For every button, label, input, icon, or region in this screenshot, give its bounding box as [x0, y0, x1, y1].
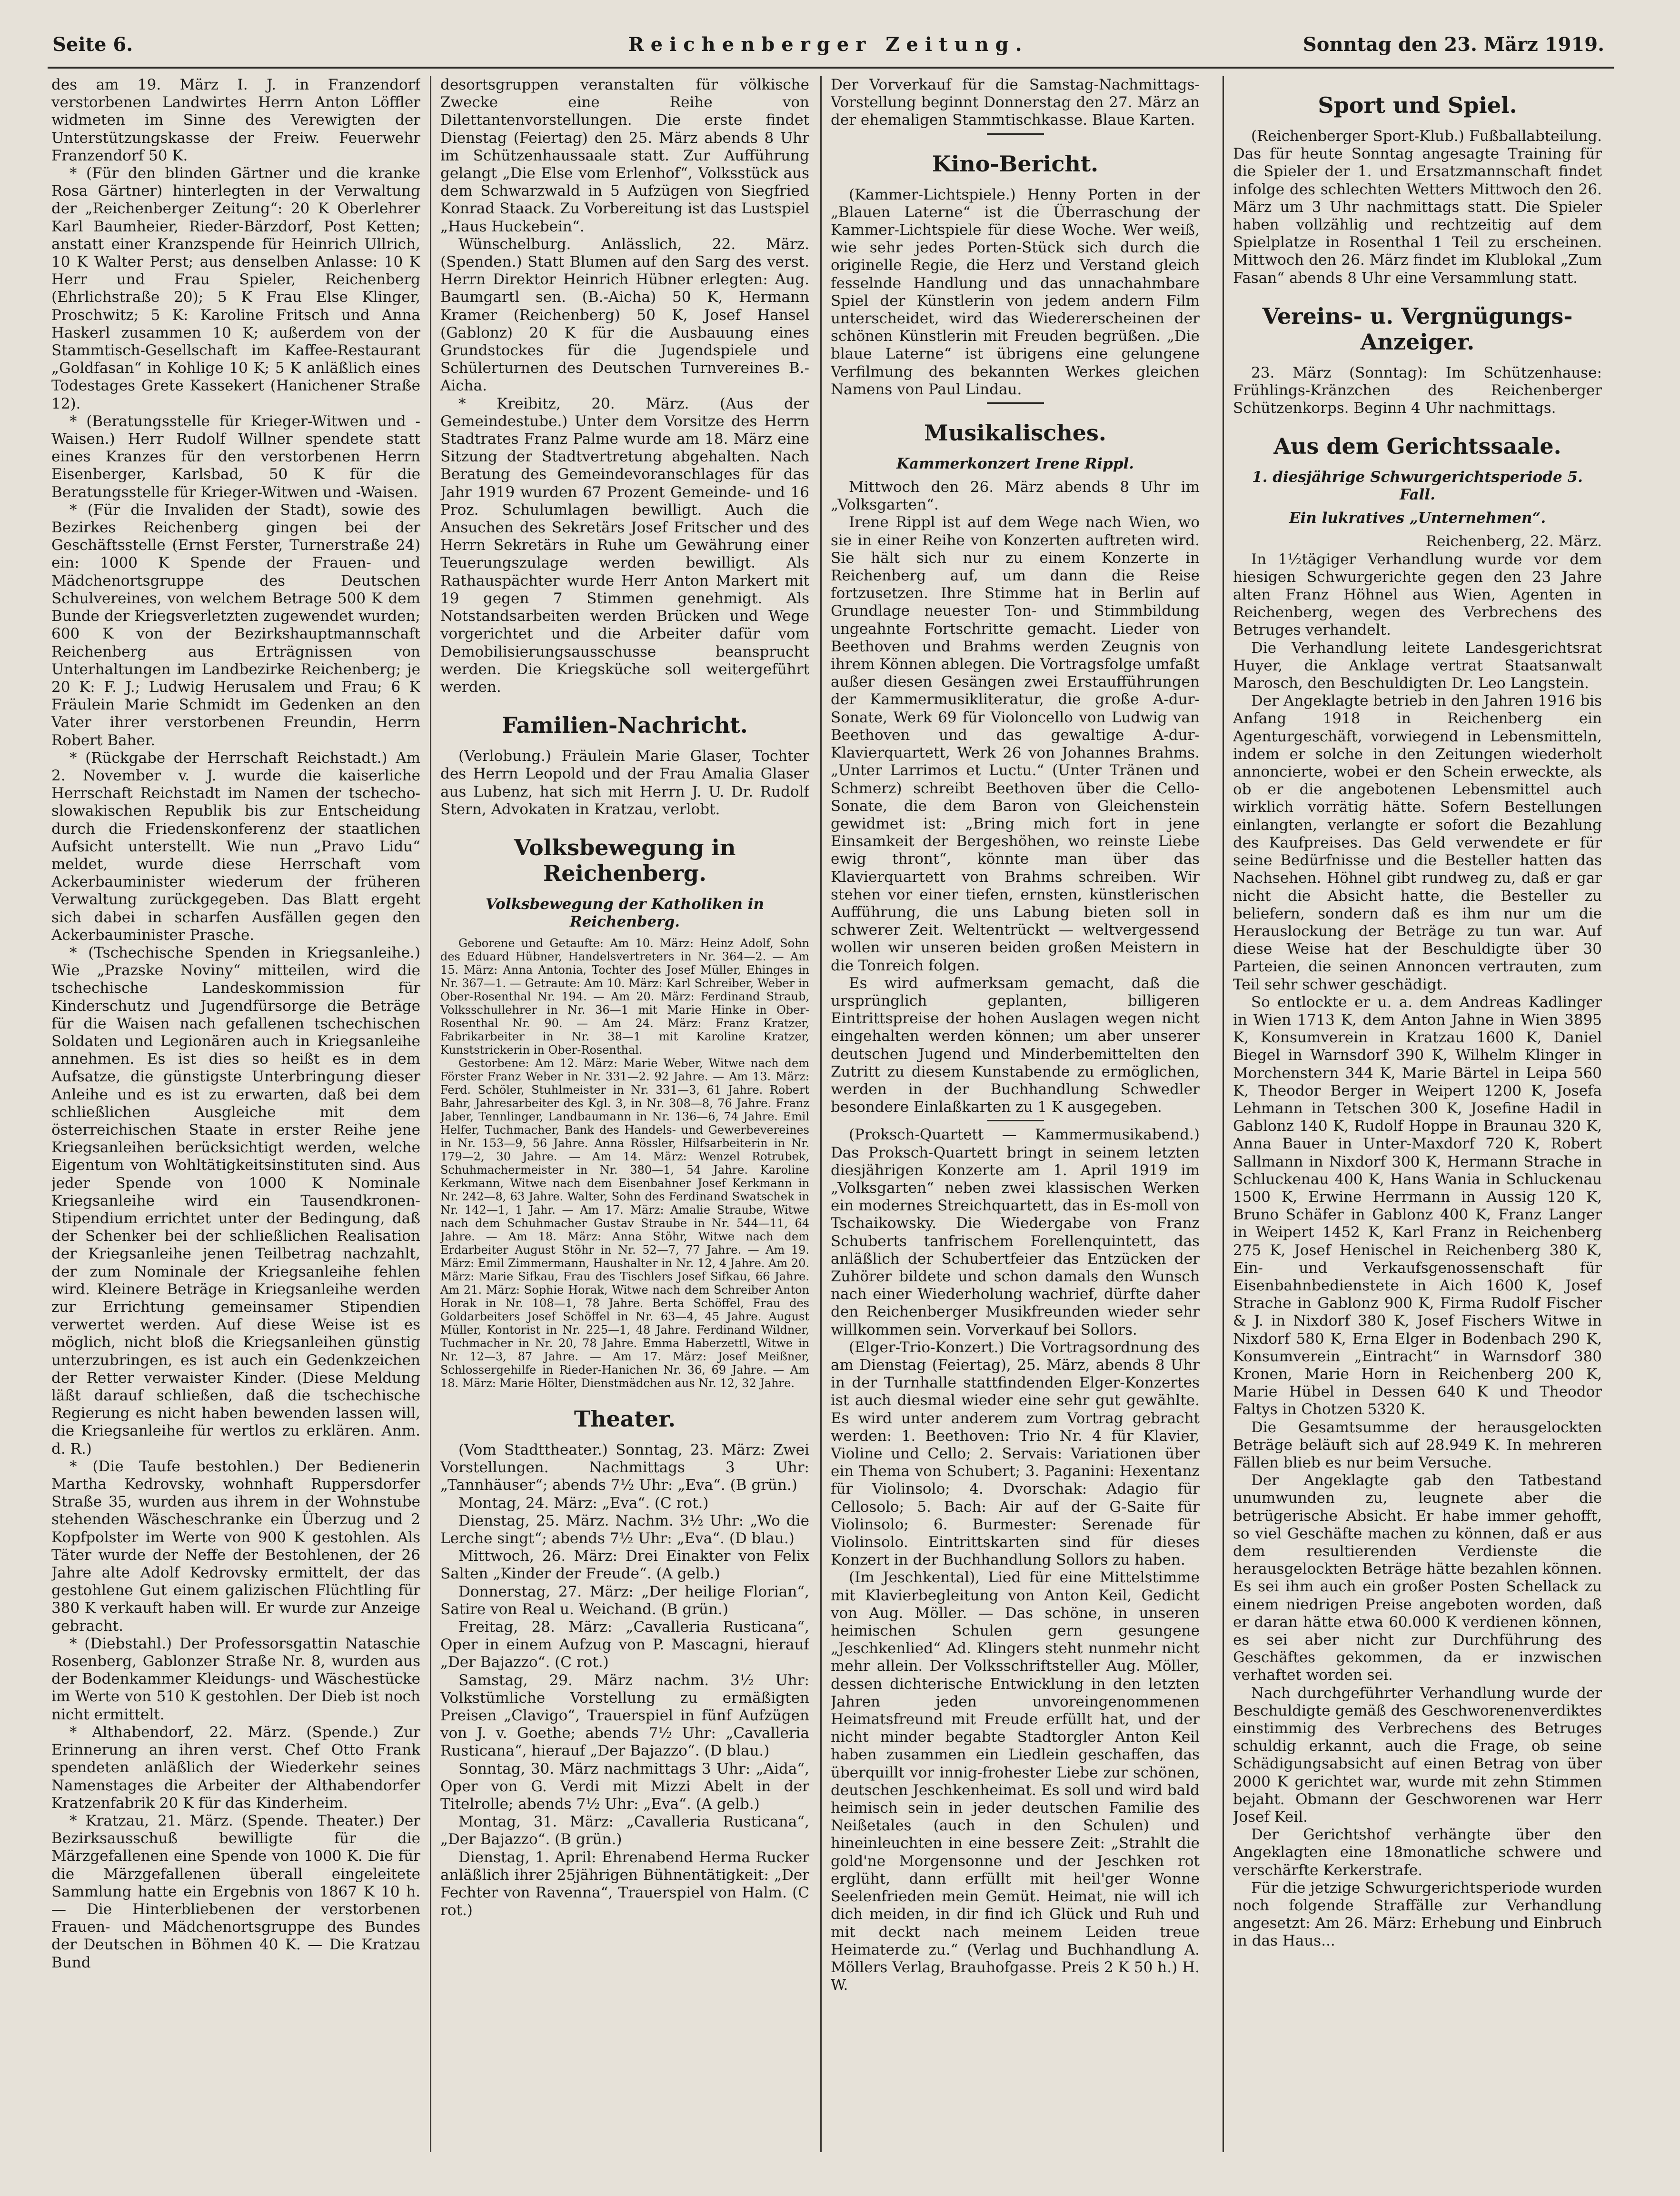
- theater-entry: Donnerstag, 27. März: „Der heilige Florian“, Satire von Real u. Weichand. (B grün.): [440, 1583, 809, 1618]
- section-heading-kino: Kino-Bericht.: [932, 150, 1099, 177]
- section-heading-gericht: Aus dem Gerichtssaale.: [1273, 433, 1561, 459]
- separator-rule: [987, 133, 1044, 135]
- section-heading-vereine: Vereins- u. Vergnügungs-Anzeiger.: [1262, 303, 1573, 355]
- column-divider: [1223, 76, 1224, 2152]
- article-paragraph: * (Tschechische Spenden in Kriegsanleihe.) Wie „Prazske Noviny“ mitteilen, wird die tschechische Landeskommission für Kinderschutz und Jugendfürsorge die Beträge für die Waisen nach gefallenen tschechischen Soldaten und Legionären auch in Kriegsanleihe annehmen. Es ist dies so heißt es in dem Aufsatze, die günstigste Unterbringung dieser Anleihe und es ist zu erwarten, daß bei dem schließlichen Ausgleiche mit dem österreichischen Staate in erster Reihe jene Kriegsanleihen berücksichtigt werden, welche Eigentum von Wohltätigkeitsinstituten sind. Aus jeder Spende von 1000 K Nominale Kriegsanleihe wird ein Tausendkronen-Stipendium errichtet unter der Bedingung, daß der Schenker bei der schließlichen Realisation der Kriegsanleihe jenen Teilbetrag nachzahlt, der zum Nominale der Kriegsanleihe fehlen wird. Kleinere Beträge in Kriegsanleihe werden zur Errichtung gemeinsamer Stipendien verwertet werden. Auf diese Weise ist es möglich, nicht bloß die Kriegsanleihen günstig unterzubringen, es ist auch ein Gedenkzeichen der Retter verwaister Kinder. (Diese Meldung läßt darauf schließen, daß die tschechische Regierung es nicht haben bewenden lassen will, die Kriegsanleihe für wertlos zu erklären. Anm. d. R.): [51, 944, 420, 1457]
- theater-entry: Dienstag, 1. April: Ehrenabend Herma Rucker anläßlich ihrer 25jährigen Bühnentätigkeit: „Der Fechter von Ravenna“, Trauerspiel von Halm. (C rot.): [440, 1848, 809, 1919]
- article-paragraph: So entlockte er u. a. dem Andreas Kadlinger in Wien 1713 K, dem Anton Jahne in Wien 3895 K, Konsumverein in Kratzau 1600 K, Daniel Biegel in Warnsdorf 390 K, Wilhelm Klinger in Morchenstern 344 K, Marie Bärtel in Leipa 560 K, Theodor Berger in Weipert 1200 K, Josefa Lehmann in Tetschen 300 K, Josefine Hadil in Gablonz 140 K, Rudolf Hoppe in Braunau 320 K, Anna Bauer in Unter-Maxdorf 720 K, Robert Sallmann in Nixdorf 300 K, Hermann Strache in Schluckenau 400 K, Hans Wania in Schluckenau 1500 K, Erwine Herrmann in Aussig 120 K, Bruno Schäfer in Gablonz 400 K, Franz Langer in Weipert 1452 K, Karl Franz in Reichenberg 275 K, Josef Henischel in Reichenberg 380 K, Ein- und Verkaufsgenossenschaft für Eisenbahnbedienstete in Aich 1600 K, Josef Strache in Gablonz 900 K, Firma Rudolf Fischer & J. in Nixdorf 380 K, Josef Fischers Witwe in Nixdorf 580 K, Erna Elger in Bodenbach 290 K, Konsumverein „Eintracht“ in Warnsdorf 380 Kronen, Marie Horn in Reichenberg 200 K, Marie Hübel in Dessen 640 K und Theodor Faltys in Chotzen 5320 K.: [1233, 993, 1602, 1418]
- article-paragraph: (Elger-Trio-Konzert.) Die Vortragsordnung des am Dienstag (Feiertag), 25. März, abends 8 Uhr in der Turnhalle stattfindenden Elger-Konzertes ist auch diesmal wieder eine sehr gut gewählte. Es wird unter anderem zum Vortrag gebracht werden: 1. Beethoven: Trio Nr. 4 für Klavier, Violine und Cello; 2. Servais: Variationen über ein Thema von Schubert; 3. Paganini: Hexentanz für Violinsolo; 4. Dvorschak: Adagio für Cellosolo; 5. Bach: Air auf der G-Saite für Violinsolo; 6. Burmester: Serenade für Violinsolo. Eintrittskarten sind für dieses Konzert in der Buchhandlung Sollors zu haben.: [831, 1338, 1200, 1569]
- page-number: Seite 6.: [52, 33, 133, 56]
- masthead: Reichenberger Zeitung.: [628, 33, 1029, 56]
- article-paragraph: Irene Rippl ist auf dem Wege nach Wien, wo sie in einer Reihe von Konzerten auftreten wird. Sie hält sich nur zu einem Konzerte in Reichenberg auf, um dann die Reise fortzusetzen. Ihre Stimme hat in Berlin auf Grundlage neuester Ton- und Stimmbildung ungeahnte Fortschritte gemacht. Lieder von Beethoven und Brahms werden Zeugnis von ihrem Können ablegen. Die Vortragsfolge umfaßt außer diesen Gesängen zwei Erstaufführungen der Kammermusikliteratur, die große A-dur-Sonate, Werk 69 für Violoncello von Ludwig van Beethoven und das gewaltige A-dur-Klavierquartett, Werk 26 von Johannes Brahms. „Unter Larrimos et Luctu.“ (Unter Tränen und Schmerz) schreibt Beethoven über die Cello-Sonate, die dem Baron von Gleichenstein gewidmet ist: „Bring mich fort in jene Einsamkeit der Bergeshöhen, wo reinste Liebe ewig thront“, könnte man über das Klavierquartett von Brahms schreiben. Wir stehen vor einer tiefen, ernsten, künstlerischen Aufführung, die uns Labung bieten soll in schwerer Zeit. Weltentrückt — weltvergessend wollen wir unseren beiden großen Meistern in die Tonreich folgen.: [831, 514, 1200, 974]
- article-paragraph: Nach durchgeführter Verhandlung wurde der Beschuldigte gemäß des Geschworenenverdiktes einstimmig des Verbrechens des Betruges schuldig erkannt, auch die Frage, ob seine Schädigungsabsicht auf einen Betrag von über 2000 K gerichtet war, wurde mit zehn Stimmen bejaht. Obmann der Geschworenen war Herr Josef Keil.: [1233, 1684, 1602, 1826]
- section-heading-theater: Theater.: [574, 1406, 676, 1432]
- theater-entry: Mittwoch, 26. März: Drei Einakter von Felix Salten „Kinder der Freude“. (A gelb.): [440, 1547, 809, 1583]
- article-paragraph: (Verlobung.) Fräulein Marie Glaser, Tochter des Herrn Leopold und der Frau Amalia Glaser aus Lubenz, hat sich mit Herrn J. U. Dr. Rudolf Stern, Advokaten in Kratzau, verlobt.: [440, 748, 809, 818]
- article-paragraph: Mittwoch den 26. März abends 8 Uhr im „Volksgarten“.: [831, 479, 1200, 514]
- article-paragraph: Der Angeklagte gab den Tatbestand unumwunden zu, leugnete aber die betrügerische Absicht. Er habe immer gehofft, so viel Geschäfte machen zu können, daß er aus dem resultierenden Verdienste die herausgelockten Beträge hätte bezahlen können. Es sei ihm auch ein großer Posten Schellack zu einem niedrigen Preise angeboten worden, daß er daran hätte etwa 60.000 K verdienen können, es sei aber nicht zur Durchführung des Geschäftes gekommen, da er inzwischen verhaftet worden sei.: [1233, 1472, 1602, 1684]
- article-paragraph: * (Beratungsstelle für Krieger-Witwen und -Waisen.) Herr Rudolf Willner spendete statt eines Kranzes für den verstorbenen Herrn Eisenberger, Karlsbad, 50 K für die Beratungsstelle für Krieger-Witwen und -Waisen.: [51, 412, 420, 501]
- article-paragraph: (Im Jeschkental), Lied für eine Mittelstimme mit Klavierbegleitung von Anton Keil, Gedicht von Aug. Möller. — Das schöne, in unseren heimischen Schulen gern gesungene „Jeschkenlied“ Ad. Klingers steht nunmehr nicht mehr allein. Der Volksschriftsteller Aug. Möller, dessen dichterische Entwicklung in den letzten Jahren jeden unvoreingenommenen Heimatsfreund mit Freude erfüllt hat, und der nicht minder begabte Stadtorgler Anton Keil haben zusammen ein Liedlein geschaffen, das überquillt vor innig-frohester Liebe zur schönen, deutschen Jeschkenheimat. Es soll und wird bald heimisch sein in jeder deutschen Familie des Neißetales (auch in den Schulen) und hineinleuchten in eine bessere Zeit: „Strahlt die gold'ne Morgensonne und der Jeschken rot erglüht, dann erfüllt mit heil'ger Wonne Seelenfrieden mein Gemüt. Heimat, nie will ich dich meiden, in dir find ich Glück und Ruh und mit deckt nach meinem Leiden treue Heimaterde zu.“ (Verlag und Buchhandlung A. Möllers Verlag, Brauhofgasse. Preis 2 K 50 h.) H. W.: [831, 1569, 1200, 1994]
- article-paragraph: Der Vorverkauf für die Samstag-Nachmittags-Vorstellung beginnt Donnerstag den 27. März an der ehemaligen Stammtischkasse. Blaue Karten.: [831, 76, 1200, 129]
- article-paragraph: Die Verhandlung leitete Landesgerichtsrat Huyer, die Anklage vertrat Staatsanwalt Marosch, den Beschuldigten Dr. Leo Langstein.: [1233, 639, 1602, 692]
- article-paragraph: * (Rückgabe der Herrschaft Reichstadt.) Am 2. November v. J. wurde die kaiserliche Herrschaft Reichstadt im Namen der tschecho-slowakischen Republik bis zur Entscheidung durch die Friedenskonferenz der staatlichen Aufsicht unterstellt. Wie nun „Pravo Lidu“ meldet, wurde diese Herrschaft vom Ackerbauminister wiederum der früheren Verwaltung zurückgegeben. Das Blatt ergeht sich dabei in scharfen Ausfällen gegen den Ackerbauminister Prasche.: [51, 749, 420, 944]
- section-subheading: Volksbewegung der Katholiken in Reichenberg.: [485, 895, 765, 930]
- article-paragraph: 23. März (Sonntag): Im Schützenhause: Frühlings-Kränzchen des Reichenberger Schützenkorps. Beginn 4 Uhr nachmittags.: [1233, 364, 1602, 417]
- article-paragraph: Für die jetzige Schwurgerichtsperiode wurden noch folgende Straffälle zur Verhandlung angesetzt: Am 26. März: Erhebung und Einbruch in das Haus...: [1233, 1879, 1602, 1950]
- register-paragraph: Gestorbene: Am 12. März: Marie Weber, Witwe nach dem Förster Franz Weber in Nr. 331—2. 92 Jahre. — Am 13. März: Ferd. Schöler, Stuhlmeister in Nr. 331—3, 61 Jahre. Robert Bahr, Jahresarbeiter des Kgl. 3, in Nr. 308—8, 76 Jahre. Franz Jaber, Tennlinger, Landbaumann in Nr. 136—6, 74 Jahre. Emil Helfer, Tuchmacher, Bank des Handels- und Gewerbevereines in Nr. 153—9, 56 Jahre. Anna Rössler, Hilfsarbeiterin in Nr. 179—2, 30 Jahre. — Am 14. März: Wenzel Rotrubek, Schuhmachermeister in Nr. 380—1, 54 Jahre. Karoline Kerkmann, Witwe nach dem Eisenbahner Josef Kerkmann in Nr. 242—8, 63 Jahre. Walter, Sohn des Ferdinand Swatschek in Nr. 142—1, 1 Jahr. — Am 17. März: Amalie Straube, Witwe nach dem Schuhmacher Gustav Straube in Nr. 544—11, 64 Jahre. — Am 18. März: Anna Stöhr, Witwe nach dem Erdarbeiter August Stöhr in Nr. 52—7, 77 Jahre. — Am 19. März: Emil Zimmermann, Haushalter in Nr. 12, 4 Jahre. Am 20. März: Marie Sifkau, Frau des Tischlers Josef Sifkau, 66 Jahre. Am 21. März: Sophie Horak, Witwe nach dem Schreiber Anton Horak in Nr. 108—1, 78 Jahre. Berta Schöffel, Frau des Goldarbeiters Josef Schöffel in Nr. 63—4, 45 Jahre. August Müller, Kontorist in Nr. 225—1, 48 Jahre. Ferdinand Wildner, Tuchmacher in Nr. 20, 78 Jahre. Emma Haberzettl, Witwe in Nr. 12—3, 87 Jahre. — Am 17. März: Josef Meißner, Schlossergehilfe in Rieder-Hanichen Nr. 36, 69 Jahre. — Am 18. März: Marie Hölter, Dienstmädchen aus Nr. 12, 32 Jahre.: [440, 1056, 809, 1390]
- column-4: [1233, 76, 1602, 2152]
- article-paragraph: (Proksch-Quartett — Kammermusikabend.) Das Proksch-Quartett bringt in seinem letzten diesjährigen Konzerte am 1. April 1919 im „Volksgarten“ neben zwei klassischen Werken ein modernes Streichquartett, das in Es-moll von Tschaikowsky. Die Wiedergabe von Franz Schuberts tanfrischem Forellenquintett, das anläßlich der Schubertfeier das Entzücken der Zuhörer bildete und schon damals den Wunsch nach einer Wiederholung wachrief, dürfte daher den Reichenberger Musikfreunden wieder sehr willkommen sein. Vorverkauf bei Sollors.: [831, 1126, 1200, 1338]
- article-paragraph: * Kreibitz, 20. März. (Aus der Gemeindestube.) Unter dem Vorsitze des Herrn Stadtrates Franz Palme wurde am 18. März eine Sitzung der Stadtvertretung abgehalten. Nach Beratung des Gemeindevoranschlages für das Jahr 1919 wurden 67 Prozent Gemeinde- und 16 Proz. Schulumlagen bewilligt. Auch die Ansuchen des Sekretärs Josef Fritscher und des Herrn Sekretärs in Ruhe um Gewährung einer Teuerungszulage werden bewilligt. Als Rathauspächter wurde Herr Anton Markert mit 19 gegen 7 Stimmen genehmigt. Als Notstandsarbeiten werden Brücken und Wege vorgerichtet und die Arbeiter dafür vom Demobilisierungsausschusse beansprucht werden. Die Kriegsküche soll weitergeführt werden.: [440, 395, 809, 696]
- theater-entry: Freitag, 28. März: „Cavalleria Rusticana“, Oper in einem Aufzug von P. Mascagni, hierauf „Der Bajazzo“. (C rot.): [440, 1618, 809, 1671]
- section-subheading: Kammerkonzert Irene Rippl.: [896, 455, 1134, 473]
- header-rule: [48, 67, 1614, 69]
- theater-entry: (Vom Stadttheater.) Sonntag, 23. März: Zwei Vorstellungen. Nachmittags 3 Uhr: „Tannhäuser“; abends 7½ Uhr: „Eva“. (B grün.): [440, 1441, 809, 1494]
- article-paragraph: * (Diebstahl.) Der Professorsgattin Nataschie Rosenberg, Gablonzer Straße Nr. 8, wurden aus der Bodenkammer Kleidungs- und Wäschestücke im Werte von 510 K gestohlen. Der Dieb ist noch nicht ermittelt.: [51, 1635, 420, 1723]
- section-heading-sport: Sport und Spiel.: [1318, 92, 1517, 118]
- article-paragraph: Die Gesamtsumme der herausgelockten Beträge beläuft sich auf 28.949 K. In mehreren Fällen blieb es nur beim Versuche.: [1233, 1418, 1602, 1471]
- article-paragraph: In 1½tägiger Verhandlung wurde vor dem hiesigen Schwurgerichte gegen den 23 Jahre alten Franz Höhnel aus Wien, Agenten in Reichenberg, wegen des Verbrechens des Betruges verhandelt.: [1233, 550, 1602, 639]
- article-paragraph: * (Für den blinden Gärtner und die kranke Rosa Gärtner) hinterlegten in der Verwaltung der „Reichenberger Zeitung“: 20 K Oberlehrer Karl Baumheier, Rieder-Bärzdorf, Post Ketten; anstatt einer Kranzspende für Heinrich Ullrich, 10 K Walter Perst; aus denselben Anlasse: 10 K Herr und Frau Spieler, Reichenberg (Ehrlichstraße 20); 5 K Frau Else Klinger, Proschwitz; 5 K: Karoline Fritsch und Anna Haskerl zusammen 10 K; außerdem von der Stammtisch-Gesellschaft im Kaffee-Restaurant „Goldfasan“ in Kohlige 10 K; 5 K anläßlich eines Todestages Grete Kassekert (Hanichener Straße 12).: [51, 165, 420, 412]
- page-header: [52, 33, 1604, 62]
- article-paragraph: Der Gerichtshof verhängte über den Angeklagten eine 18monatliche schwere und verschärfte Kerkerstrafe.: [1233, 1826, 1602, 1879]
- column-3: [831, 76, 1200, 2152]
- register-paragraph: Geborene und Getaufte: Am 10. März: Heinz Adolf, Sohn des Eduard Hübner, Handelsvertreters in Nr. 364—2. — Am 15. März: Anna Antonia, Tochter des Josef Müller, Ehinges in Nr. 367—1. — Getraute: Am 10. März: Karl Schreiber, Weber in Ober-Rosenthal Nr. 194. — Am 20. März: Ferdinand Straub, Volksschullehrer in Nr. 36—1 mit Marie Hinke in Ober-Rosenthal Nr. 90. — Am 24. März: Franz Kratzer, Fabrikarbeiter in Nr. 38—1 mit Karoline Kratzer, Kunststrickerin in Ober-Rosenthal.: [440, 936, 809, 1057]
- theater-entry: Sonntag, 30. März nachmittags 3 Uhr: „Aida“, Oper von G. Verdi mit Mizzi Abelt in der Titelrolle; abends 7½ Uhr: „Eva“. (A gelb.): [440, 1760, 809, 1813]
- column-1: [51, 76, 420, 2152]
- theater-entry: Montag, 24. März: „Eva“. (C rot.): [458, 1494, 709, 1512]
- section-subheading: 1. diesjährige Schwurgerichtsperiode 5. Fall.: [1252, 469, 1583, 504]
- issue-date: Sonntag den 23. März 1919.: [1302, 33, 1604, 56]
- column-divider: [430, 76, 431, 2152]
- dateline: Reichenberg, 22. März.: [1425, 533, 1602, 550]
- separator-rule: [987, 402, 1044, 404]
- section-heading-familien: Familien-Nachricht.: [502, 712, 748, 739]
- column-divider: [820, 76, 822, 2152]
- section-subheading: Ein lukratives „Unternehmen“.: [1289, 509, 1546, 527]
- column-2: [440, 76, 809, 2152]
- article-paragraph: Es wird aufmerksam gemacht, daß die ursprünglich geplanten, billigeren Eintrittspreise der hohen Auslagen wegen nicht eingehalten werden können; um aber unserer deutschen Jugend und Minderbemittelten den Zutritt zu diesem Kunstabende zu ermöglichen, werden in der Buchhandlung Schwedler besondere Einlaßkarten zu 1 K ausgegeben.: [831, 974, 1200, 1116]
- article-paragraph: (Kammer-Lichtspiele.) Henny Porten in der „Blauen Laterne“ ist die Überraschung der Kammer-Lichtspiele für diese Woche. Wer weiß, wie sehr jedes Porten-Stück sich durch die originelle Regie, die Herz und Verstand gleich fesselnde Handlung und das unnachahmbare Spiel der Künstlerin von jedem andern Film unterscheidet, wird das Wiedererscheinen der schönen Künstlerin mit Freuden begrüßen. „Die blaue Laterne“ ist übrigens eine gelungene Verfilmung des bekannten Werkes gleichen Namens von Paul Lindau.: [831, 186, 1200, 398]
- article-paragraph: * Althabendorf, 22. März. (Spende.) Zur Erinnerung an ihren verst. Chef Otto Frank spendeten anläßlich der Wiederkehr seines Namenstages die Arbeiter der Althabendorfer Kratzenfabrik 20 K für das Kinderheim.: [51, 1723, 420, 1812]
- theater-entry: Montag, 31. März: „Cavalleria Rusticana“, „Der Bajazzo“. (B grün.): [440, 1813, 809, 1848]
- section-heading-musik: Musikalisches.: [924, 420, 1106, 446]
- article-paragraph: Der Angeklagte betrieb in den Jahren 1916 bis Anfang 1918 in Reichenberg ein Agenturgeschäft, vorwiegend in Lebensmitteln, indem er solche in den Zeitungen wiederholt annoncierte, wobei er den Schein erweckte, als ob er die angebotenen Lebensmittel auch wirklich vorrätig hätte. Sofern Bestellungen einlangten, verlangte er sofort die Bezahlung des Kaufpreises. Das Geld verwendete er für seine Bedürfnisse und die Besteller hatten das Nachsehen. Höhnel gibt rundweg zu, daß er gar nicht die Absicht hatte, die Besteller zu beliefern, sondern daß es ihm nur um die Herauslockung der Beträge zu tun war. Auf diese Weise hat der Beschuldigte über 30 Parteien, die seinen Annoncen vertrauten, zum Teil sehr schwer geschädigt.: [1233, 692, 1602, 993]
- article-paragraph: * Kratzau, 21. März. (Spende. Theater.) Der Bezirksausschuß bewilligte für die Märzgefallenen eine Spende von 1000 K. Die für die Märzgefallenen überall eingeleitete Sammlung hatte ein Ergebnis von 1867 K 10 h. — Die Hinterbliebenen der verstorbenen Frauen- und Mädchenortsgruppe des Bundes der Deutschen in Böhmen 40 K. — Die Kratzau Bund: [51, 1812, 420, 1971]
- separator-rule: [987, 1120, 1044, 1121]
- theater-entry: Samstag, 29. März nachm. 3½ Uhr: Volkstümliche Vorstellung zu ermäßigten Preisen „Clavigo“, Trauerspiel in fünf Aufzügen von J. v. Goethe; abends 7½ Uhr: „Cavalleria Rusticana“, hierauf „Der Bajazzo“. (D blau.): [440, 1671, 809, 1760]
- section-heading-volksbewegung: Volksbewegung in Reichenberg.: [514, 834, 736, 886]
- theater-entry: Dienstag, 25. März. Nachm. 3½ Uhr: „Wo die Lerche singt“; abends 7½ Uhr: „Eva“. (D blau.): [440, 1512, 809, 1547]
- article-paragraph: (Reichenberger Sport-Klub.) Fußballabteilung. Das für heute Sonntag angesagte Training für die Spieler der 1. und Ersatzmannschaft findet infolge des schlechten Wetters Mittwoch den 26. März um 3 Uhr nachmittags statt. Die Spieler haben vollzählig und rechtzeitig auf dem Spielplatze in Rosenthal 1 Teil zu erscheinen. Mittwoch den 26. März findet im Klublokal „Zum Fasan“ abends 8 Uhr eine Versammlung statt.: [1233, 128, 1602, 287]
- article-paragraph: * (Die Taufe bestohlen.) Der Bedienerin Martha Kedrovsky, wohnhaft Ruppersdorfer Straße 35, wurden aus ihrem in der Wohnstube stehenden Wäscheschranke ein Überzug und 2 Kopfpolster im Werte von 900 K gestohlen. Als Täter wurde der Neffe der Bestohlenen, der 26 Jahre alte Adolf Kedrovsky ermittelt, der das gestohlene Gut einem galizischen Flüchtling für 380 K verkauft haben will. Er wurde zur Anzeige gebracht.: [51, 1457, 420, 1635]
- article-paragraph: Wünschelburg. Anlässlich, 22. März. (Spenden.) Statt Blumen auf den Sarg des verst. Herrn Direktor Heinrich Hübner erlegten: Aug. Baumgartl sen. (B.-Aicha) 50 K, Hermann Kramer (Reichenberg) 50 K, Josef Hansel (Gablonz) 20 K für die Ausbauung eines Grundstockes für die Jugendspiele und Schülerturnen des Deutschen Turnvereines B.-Aicha.: [440, 235, 809, 395]
- article-paragraph: * (Für die Invaliden der Stadt), sowie des Bezirkes Reichenberg gingen bei der Geschäftsstelle (Ernst Ferster, Turnerstraße 24) ein: 1000 K Spende der Frauen- und Mädchenortsgruppe des Deutschen Schulvereines, von welchem Betrage 500 K dem Bunde der Kriegsverletzten zugewendet wurden; 600 K von der Bezirkshauptmannschaft Reichenberg aus Erträgnissen von Unterhaltungen im Landbezirke Reichenberg; je 20 K: F. J.; Ludwig Herusalem und Frau; 6 K Fräulein Marie Schmidt im Gedenken an den Vater ihrer verstorbenen Freundin, Herrn Robert Baher.: [51, 501, 420, 749]
- article-paragraph: desortsgruppen veranstalten für völkische Zwecke eine Reihe von Dilettantenvorstellungen. Die erste findet Dienstag (Feiertag) den 25. März abends 8 Uhr im Schützenhaussaale statt. Zur Aufführung gelangt „Die Else vom Erlenhof“, Volksstück aus dem Schwarzwald in 5 Aufzügen von Siegfried Konrad Staack. Zu Vorbereitung ist das Lustspiel „Haus Huckebein“.: [440, 76, 809, 235]
- article-paragraph: des am 19. März I. J. in Franzendorf verstorbenen Landwirtes Herrn Anton Löffler widmeten im Sinne des Verewigten der Unterstützungskasse der Freiw. Feuerwehr Franzendorf 50 K.: [51, 76, 420, 164]
